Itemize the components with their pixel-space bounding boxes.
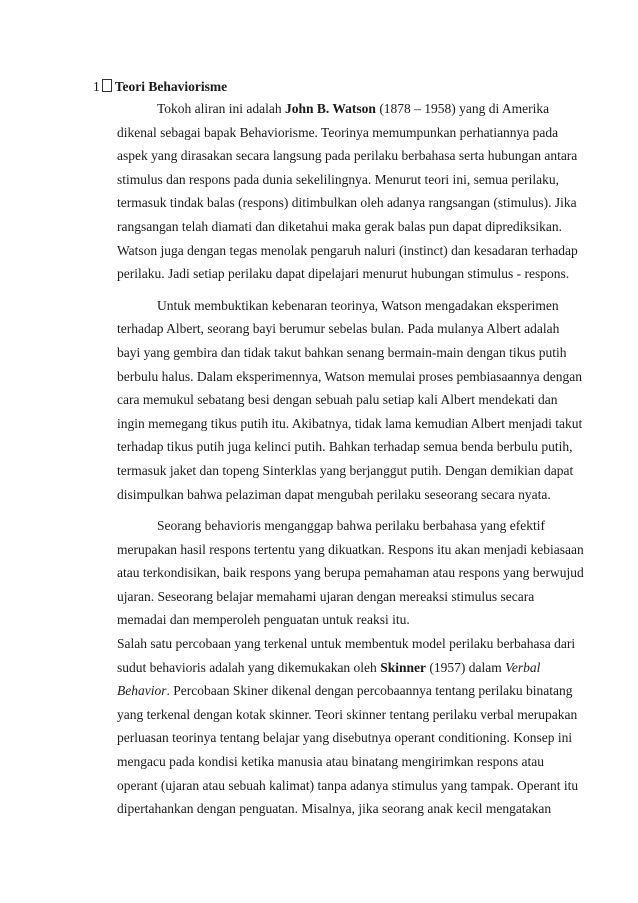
book-title: Behavior xyxy=(117,683,167,699)
text-line: disimpulkan bahwa pelaziman dapat mengubah perilaku seseorang secara nyata. xyxy=(117,486,551,502)
text-line: perluasan teorinya tentang belajar yang disebutnya operant conditioning. Konsep ini xyxy=(117,730,573,746)
text-line: stimulus dan respons pada dunia sekelilingnya. Menurut teori ini, semua perilaku, xyxy=(117,171,560,187)
book-title: Verbal xyxy=(505,659,541,675)
text-line xyxy=(117,656,569,680)
section-title: Teori Behaviorisme xyxy=(114,79,228,94)
missing-glyph-box xyxy=(102,79,112,92)
text-line: berbulu halus. Dalam eksperimennya, Watson memulai proses pembiasaannya dengan xyxy=(117,368,583,384)
text-run: . Percobaan Skiner dikenal dengan percobaannya tentang perilaku binatang xyxy=(166,683,573,699)
text-line: rangsangan telah diamati dan diketahui maka gerak balas pun dapat diprediksikan. xyxy=(117,218,562,234)
author-name: Skinner xyxy=(380,659,426,675)
text-run: sudut behavioris adalah yang dikemukakan oleh xyxy=(117,659,381,675)
text-line: ujaran. Seseorang belajar memahami ujaran dengan mereaksi stimulus secara xyxy=(117,588,535,604)
text-run: Tokoh aliran ini adalah xyxy=(157,101,286,116)
text-line: cara memukul sebatang besi dengan sebuah palu setiap kali Albert mendekati dan xyxy=(117,392,558,408)
paragraph xyxy=(117,632,579,821)
text-line: atau terkondisikan, baik respons yang berupa pemahaman atau respons yang berwujud xyxy=(117,565,584,581)
text-line: memadai dan memperoleh penguatan untuk reaksi itu. xyxy=(117,612,410,628)
paragraph xyxy=(117,97,578,286)
text-line: Watson juga dengan tegas menolak pengaruh naluri (instinct) dan kesadaran terhadap xyxy=(117,242,578,258)
paragraph xyxy=(117,294,583,506)
text-line xyxy=(117,97,569,121)
text-line: perilaku. Jadi setiap perilaku dapat dipelajari menurut hubungan stimulus - respons. xyxy=(117,266,570,282)
text-line: Seorang behavioris menganggap bahwa perilaku berbahasa yang efektif xyxy=(157,518,545,534)
text-line: Salah satu percobaan yang terkenal untuk membentuk model perilaku berbahasa dari xyxy=(117,636,576,652)
document-body xyxy=(117,97,584,821)
text-line: terhadap tikus putih juga kelinci putih. Bahkan terhadap semua benda berbulu putih, xyxy=(117,439,573,455)
text-run: (1878 – 1958) yang di Amerika xyxy=(375,101,550,116)
text-line: ingin memegang tikus putih itu. Akibatnya, tidak lama kemudian Albert menjadi takut xyxy=(117,415,583,431)
text-line: dipertahankan dengan penguatan. Misalnya, jika seorang anak kecil mengatakan xyxy=(117,801,552,817)
text-run: (1957) dalam xyxy=(425,659,506,675)
author-name: John B. Watson xyxy=(285,101,376,116)
text-line: termasuk jaket dan topeng Sinterklas yang berjanggut putih. Dengan demikian dapat xyxy=(117,462,574,478)
text-line: terhadap Albert, seorang bayi berumur sebelas bulan. Pada mulanya Albert adalah xyxy=(117,321,560,337)
text-line: bayi yang gembira dan tidak takut bahkan senang bermain-main dengan tikus putih xyxy=(117,344,567,360)
text-line xyxy=(117,679,573,703)
text-line: mengacu pada kondisi ketika manusia atau binatang mengirimkan respons atau xyxy=(117,754,544,770)
section-heading xyxy=(93,78,227,96)
text-line: aspek yang dirasakan secara langsung pada perilaku berbahasa serta hubungan antara xyxy=(117,148,578,164)
text-line: Untuk membuktikan kebenaran teorinya, Watson mengadakan eksperimen xyxy=(157,297,559,313)
text-line: merupakan hasil respons tertentu yang dikuatkan. Respons itu akan menjadi kebiasaan xyxy=(117,541,584,557)
text-line: operant (ujaran atau sebuah kalimat) tanpa adanya stimulus yang tampak. Operant itu xyxy=(117,777,579,793)
section-number: 1 xyxy=(93,79,100,94)
text-line: yang terkenal dengan kotak skinner. Teori skinner tentang perilaku verbal merupakan xyxy=(117,706,578,722)
paragraph xyxy=(117,514,584,632)
text-line: termasuk tindak balas (respons) ditimbulkan oleh adanya rangsangan (stimulus). Jika xyxy=(117,195,577,211)
text-line: dikenal sebagai bapak Behaviorisme. Teorinya memumpunkan perhatiannya pada xyxy=(117,124,559,140)
